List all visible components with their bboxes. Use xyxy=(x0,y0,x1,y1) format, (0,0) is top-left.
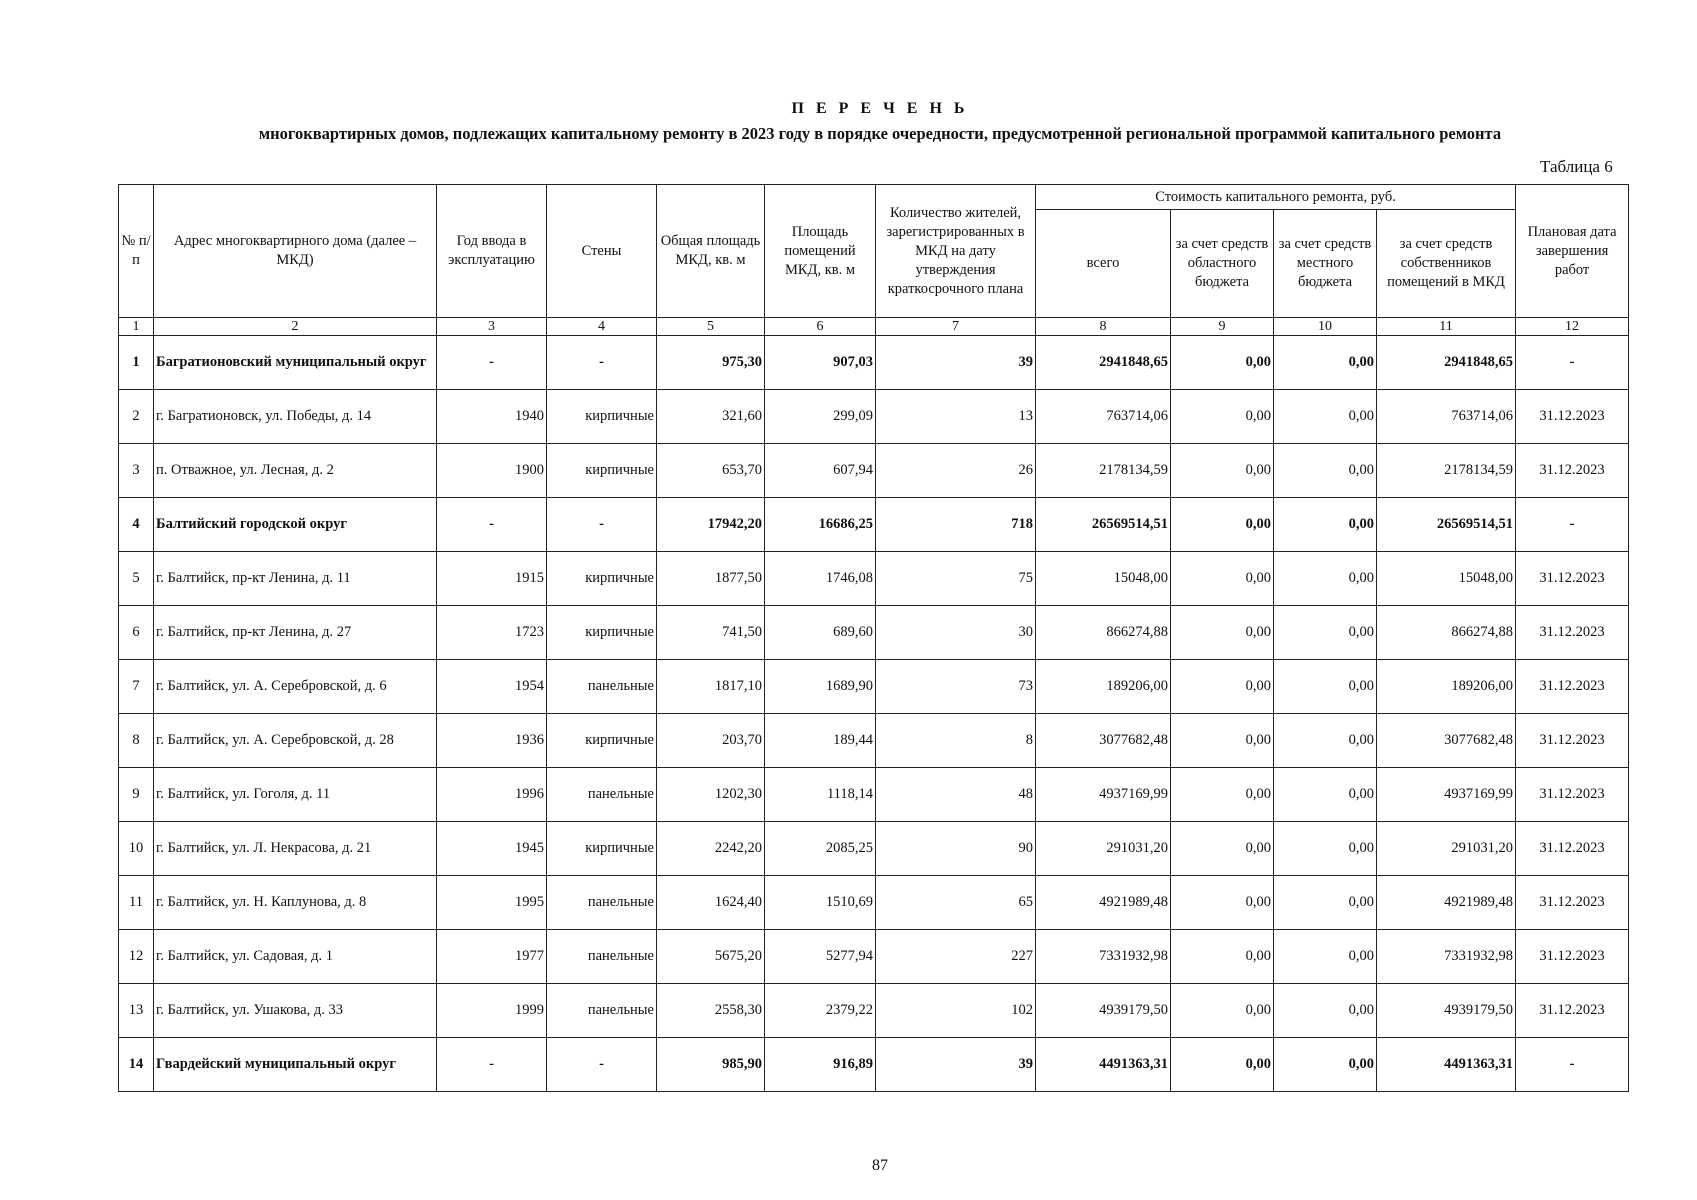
cell-cost-local: 0,00 xyxy=(1274,498,1377,552)
cell-premises-area: 299,09 xyxy=(765,390,876,444)
cell-cost-local: 0,00 xyxy=(1274,768,1377,822)
cell-residents: 26 xyxy=(876,444,1036,498)
cell-walls: кирпичные xyxy=(547,822,657,876)
header-residents: Количество жителей, зарегистрированных в МКД на дату утверждения краткосрочного плана xyxy=(876,185,1036,318)
cell-num: 14 xyxy=(119,1038,154,1092)
table-row xyxy=(119,876,1629,930)
cell-cost-owners: 4939179,50 xyxy=(1377,984,1516,1038)
cell-cost-regional: 0,00 xyxy=(1171,984,1274,1038)
cell-num: 8 xyxy=(119,714,154,768)
cell-total-area: 1817,10 xyxy=(657,660,765,714)
cell-year: - xyxy=(437,498,547,552)
column-number: 1 xyxy=(119,318,154,336)
cell-residents: 718 xyxy=(876,498,1036,552)
table-body xyxy=(119,336,1629,1092)
cell-total-area: 1624,40 xyxy=(657,876,765,930)
cell-cost-local: 0,00 xyxy=(1274,930,1377,984)
header-cost-regional: за счет средств областного бюджета xyxy=(1171,210,1274,318)
table-row xyxy=(119,606,1629,660)
cell-walls: панельные xyxy=(547,930,657,984)
cell-cost-total: 7331932,98 xyxy=(1036,930,1171,984)
column-number: 6 xyxy=(765,318,876,336)
cell-cost-owners: 26569514,51 xyxy=(1377,498,1516,552)
cell-year: 1995 xyxy=(437,876,547,930)
cell-premises-area: 5277,94 xyxy=(765,930,876,984)
cell-premises-area: 907,03 xyxy=(765,336,876,390)
cell-num: 4 xyxy=(119,498,154,552)
cell-address: г. Балтийск, ул. Л. Некрасова, д. 21 xyxy=(154,822,437,876)
table-row xyxy=(119,714,1629,768)
table-row xyxy=(119,444,1629,498)
cell-residents: 90 xyxy=(876,822,1036,876)
header-walls: Стены xyxy=(547,185,657,318)
cell-cost-regional: 0,00 xyxy=(1171,444,1274,498)
cell-residents: 13 xyxy=(876,390,1036,444)
column-number: 2 xyxy=(154,318,437,336)
cell-premises-area: 2085,25 xyxy=(765,822,876,876)
cell-year: 1945 xyxy=(437,822,547,876)
cell-completion: 31.12.2023 xyxy=(1516,876,1629,930)
cell-walls: панельные xyxy=(547,660,657,714)
cell-year: 1900 xyxy=(437,444,547,498)
repair-list-table xyxy=(118,184,1629,1092)
cell-premises-area: 607,94 xyxy=(765,444,876,498)
cell-cost-total: 3077682,48 xyxy=(1036,714,1171,768)
cell-residents: 73 xyxy=(876,660,1036,714)
column-number: 10 xyxy=(1274,318,1377,336)
cell-completion: 31.12.2023 xyxy=(1516,390,1629,444)
cell-total-area: 975,30 xyxy=(657,336,765,390)
cell-cost-total: 189206,00 xyxy=(1036,660,1171,714)
cell-year: 1996 xyxy=(437,768,547,822)
cell-total-area: 985,90 xyxy=(657,1038,765,1092)
cell-address: г. Балтийск, пр-кт Ленина, д. 27 xyxy=(154,606,437,660)
cell-year: 1954 xyxy=(437,660,547,714)
table-row xyxy=(119,984,1629,1038)
column-number: 4 xyxy=(547,318,657,336)
cell-cost-regional: 0,00 xyxy=(1171,768,1274,822)
column-number: 12 xyxy=(1516,318,1629,336)
cell-cost-local: 0,00 xyxy=(1274,336,1377,390)
cell-address: г. Балтийск, ул. А. Серебровской, д. 28 xyxy=(154,714,437,768)
cell-residents: 102 xyxy=(876,984,1036,1038)
cell-address: п. Отважное, ул. Лесная, д. 2 xyxy=(154,444,437,498)
cell-cost-owners: 15048,00 xyxy=(1377,552,1516,606)
cell-cost-regional: 0,00 xyxy=(1171,498,1274,552)
table-row xyxy=(119,552,1629,606)
cell-cost-local: 0,00 xyxy=(1274,444,1377,498)
cell-cost-total: 291031,20 xyxy=(1036,822,1171,876)
cell-total-area: 321,60 xyxy=(657,390,765,444)
cell-num: 10 xyxy=(119,822,154,876)
header-cost-total: всего xyxy=(1036,210,1171,318)
cell-cost-regional: 0,00 xyxy=(1171,714,1274,768)
cell-premises-area: 689,60 xyxy=(765,606,876,660)
cell-address: Гвардейский муниципальный округ xyxy=(154,1038,437,1092)
cell-year: 1936 xyxy=(437,714,547,768)
column-number: 7 xyxy=(876,318,1036,336)
header-cost-group: Стоимость капитального ремонта, руб. xyxy=(1036,185,1516,210)
cell-cost-owners: 3077682,48 xyxy=(1377,714,1516,768)
cell-cost-total: 4921989,48 xyxy=(1036,876,1171,930)
cell-walls: - xyxy=(547,498,657,552)
header-address: Адрес многоквартирного дома (далее – МКД) xyxy=(154,185,437,318)
cell-cost-regional: 0,00 xyxy=(1171,660,1274,714)
cell-cost-local: 0,00 xyxy=(1274,606,1377,660)
cell-cost-owners: 2178134,59 xyxy=(1377,444,1516,498)
page-number: 87 xyxy=(872,1157,888,1174)
column-number: 9 xyxy=(1171,318,1274,336)
cell-walls: кирпичные xyxy=(547,606,657,660)
column-number: 8 xyxy=(1036,318,1171,336)
header-completion: Плановая дата завершения работ xyxy=(1516,185,1629,318)
cell-completion: 31.12.2023 xyxy=(1516,444,1629,498)
header-year: Год ввода в эксплуатацию xyxy=(437,185,547,318)
cell-year: 1999 xyxy=(437,984,547,1038)
cell-num: 13 xyxy=(119,984,154,1038)
cell-cost-local: 0,00 xyxy=(1274,1038,1377,1092)
cell-address: г. Багратионовск, ул. Победы, д. 14 xyxy=(154,390,437,444)
cell-address: Балтийский городской округ xyxy=(154,498,437,552)
cell-walls: панельные xyxy=(547,984,657,1038)
cell-cost-owners: 4921989,48 xyxy=(1377,876,1516,930)
cell-cost-total: 4491363,31 xyxy=(1036,1038,1171,1092)
cell-num: 9 xyxy=(119,768,154,822)
cell-cost-regional: 0,00 xyxy=(1171,552,1274,606)
column-number: 11 xyxy=(1377,318,1516,336)
cell-num: 1 xyxy=(119,336,154,390)
cell-num: 3 xyxy=(119,444,154,498)
cell-premises-area: 916,89 xyxy=(765,1038,876,1092)
cell-cost-regional: 0,00 xyxy=(1171,606,1274,660)
cell-num: 11 xyxy=(119,876,154,930)
cell-total-area: 203,70 xyxy=(657,714,765,768)
cell-residents: 48 xyxy=(876,768,1036,822)
cell-premises-area: 2379,22 xyxy=(765,984,876,1038)
cell-residents: 39 xyxy=(876,336,1036,390)
table-row-subtotal xyxy=(119,336,1629,390)
cell-cost-total: 2941848,65 xyxy=(1036,336,1171,390)
cell-cost-owners: 866274,88 xyxy=(1377,606,1516,660)
cell-cost-total: 26569514,51 xyxy=(1036,498,1171,552)
cell-address: г. Балтийск, пр-кт Ленина, д. 11 xyxy=(154,552,437,606)
cell-completion: 31.12.2023 xyxy=(1516,984,1629,1038)
table-row xyxy=(119,930,1629,984)
cell-completion: - xyxy=(1516,498,1629,552)
cell-walls: - xyxy=(547,336,657,390)
cell-num: 6 xyxy=(119,606,154,660)
cell-total-area: 2558,30 xyxy=(657,984,765,1038)
cell-cost-local: 0,00 xyxy=(1274,822,1377,876)
cell-cost-owners: 4937169,99 xyxy=(1377,768,1516,822)
cell-residents: 227 xyxy=(876,930,1036,984)
table-row xyxy=(119,660,1629,714)
cell-residents: 39 xyxy=(876,1038,1036,1092)
cell-total-area: 1202,30 xyxy=(657,768,765,822)
cell-total-area: 2242,20 xyxy=(657,822,765,876)
cell-year: - xyxy=(437,1038,547,1092)
cell-total-area: 5675,20 xyxy=(657,930,765,984)
column-number: 5 xyxy=(657,318,765,336)
cell-year: - xyxy=(437,336,547,390)
cell-address: г. Балтийск, ул. Гоголя, д. 11 xyxy=(154,768,437,822)
table-row-subtotal xyxy=(119,498,1629,552)
cell-completion: 31.12.2023 xyxy=(1516,660,1629,714)
cell-walls: панельные xyxy=(547,876,657,930)
document-subtitle: многоквартирных домов, подлежащих капитальному ремонту в 2023 году в порядке очередности, предусмотренной региональной программой капитального ремонта xyxy=(258,124,1502,143)
cell-cost-total: 763714,06 xyxy=(1036,390,1171,444)
table-row xyxy=(119,822,1629,876)
cell-cost-regional: 0,00 xyxy=(1171,930,1274,984)
cell-cost-total: 866274,88 xyxy=(1036,606,1171,660)
cell-cost-total: 2178134,59 xyxy=(1036,444,1171,498)
cell-completion: 31.12.2023 xyxy=(1516,606,1629,660)
header-cost-owners: за счет средств собственников помещений в МКД xyxy=(1377,210,1516,318)
cell-cost-owners: 763714,06 xyxy=(1377,390,1516,444)
cell-cost-regional: 0,00 xyxy=(1171,876,1274,930)
cell-cost-regional: 0,00 xyxy=(1171,390,1274,444)
cell-cost-total: 15048,00 xyxy=(1036,552,1171,606)
cell-walls: кирпичные xyxy=(547,444,657,498)
cell-premises-area: 1689,90 xyxy=(765,660,876,714)
cell-walls: кирпичные xyxy=(547,552,657,606)
header-cost-local: за счет средств местного бюджета xyxy=(1274,210,1377,318)
cell-year: 1977 xyxy=(437,930,547,984)
cell-premises-area: 1118,14 xyxy=(765,768,876,822)
cell-premises-area: 189,44 xyxy=(765,714,876,768)
cell-year: 1915 xyxy=(437,552,547,606)
cell-cost-local: 0,00 xyxy=(1274,660,1377,714)
cell-cost-local: 0,00 xyxy=(1274,984,1377,1038)
header-premises-area: Площадь помещений МКД, кв. м xyxy=(765,185,876,318)
cell-completion: 31.12.2023 xyxy=(1516,714,1629,768)
cell-cost-regional: 0,00 xyxy=(1171,822,1274,876)
table-row xyxy=(119,390,1629,444)
cell-walls: - xyxy=(547,1038,657,1092)
cell-completion: 31.12.2023 xyxy=(1516,822,1629,876)
header-total-area: Общая площадь МКД, кв. м xyxy=(657,185,765,318)
table-row-subtotal xyxy=(119,1038,1629,1092)
cell-premises-area: 1746,08 xyxy=(765,552,876,606)
cell-completion: 31.12.2023 xyxy=(1516,552,1629,606)
cell-cost-local: 0,00 xyxy=(1274,390,1377,444)
cell-completion: - xyxy=(1516,1038,1629,1092)
column-number: 3 xyxy=(437,318,547,336)
cell-year: 1940 xyxy=(437,390,547,444)
cell-cost-owners: 291031,20 xyxy=(1377,822,1516,876)
cell-cost-owners: 4491363,31 xyxy=(1377,1038,1516,1092)
cell-total-area: 741,50 xyxy=(657,606,765,660)
cell-walls: кирпичные xyxy=(547,714,657,768)
cell-address: г. Балтийск, ул. Н. Каплунова, д. 8 xyxy=(154,876,437,930)
cell-walls: кирпичные xyxy=(547,390,657,444)
cell-cost-local: 0,00 xyxy=(1274,552,1377,606)
cell-completion: 31.12.2023 xyxy=(1516,768,1629,822)
cell-cost-total: 4939179,50 xyxy=(1036,984,1171,1038)
cell-cost-owners: 7331932,98 xyxy=(1377,930,1516,984)
cell-cost-total: 4937169,99 xyxy=(1036,768,1171,822)
cell-total-area: 1877,50 xyxy=(657,552,765,606)
cell-completion: - xyxy=(1516,336,1629,390)
cell-num: 2 xyxy=(119,390,154,444)
cell-completion: 31.12.2023 xyxy=(1516,930,1629,984)
column-numbers-row xyxy=(119,318,1629,336)
cell-cost-owners: 2941848,65 xyxy=(1377,336,1516,390)
cell-total-area: 653,70 xyxy=(657,444,765,498)
cell-total-area: 17942,20 xyxy=(657,498,765,552)
document-title: П Е Р Е Ч Е Н Ь xyxy=(791,100,969,117)
cell-residents: 75 xyxy=(876,552,1036,606)
cell-address: г. Балтийск, ул. Ушакова, д. 33 xyxy=(154,984,437,1038)
cell-residents: 30 xyxy=(876,606,1036,660)
cell-address: Багратионовский муниципальный округ xyxy=(154,336,437,390)
cell-year: 1723 xyxy=(437,606,547,660)
cell-address: г. Балтийск, ул. Садовая, д. 1 xyxy=(154,930,437,984)
cell-residents: 8 xyxy=(876,714,1036,768)
cell-num: 5 xyxy=(119,552,154,606)
cell-walls: панельные xyxy=(547,768,657,822)
cell-cost-regional: 0,00 xyxy=(1171,1038,1274,1092)
header-num: № п/п xyxy=(119,185,154,318)
cell-num: 7 xyxy=(119,660,154,714)
table-label: Таблица 6 xyxy=(1540,157,1613,176)
cell-cost-local: 0,00 xyxy=(1274,714,1377,768)
cell-num: 12 xyxy=(119,930,154,984)
cell-cost-owners: 189206,00 xyxy=(1377,660,1516,714)
table-row xyxy=(119,768,1629,822)
cell-cost-regional: 0,00 xyxy=(1171,336,1274,390)
cell-premises-area: 16686,25 xyxy=(765,498,876,552)
cell-premises-area: 1510,69 xyxy=(765,876,876,930)
cell-cost-local: 0,00 xyxy=(1274,876,1377,930)
cell-address: г. Балтийск, ул. А. Серебровской, д. 6 xyxy=(154,660,437,714)
cell-residents: 65 xyxy=(876,876,1036,930)
